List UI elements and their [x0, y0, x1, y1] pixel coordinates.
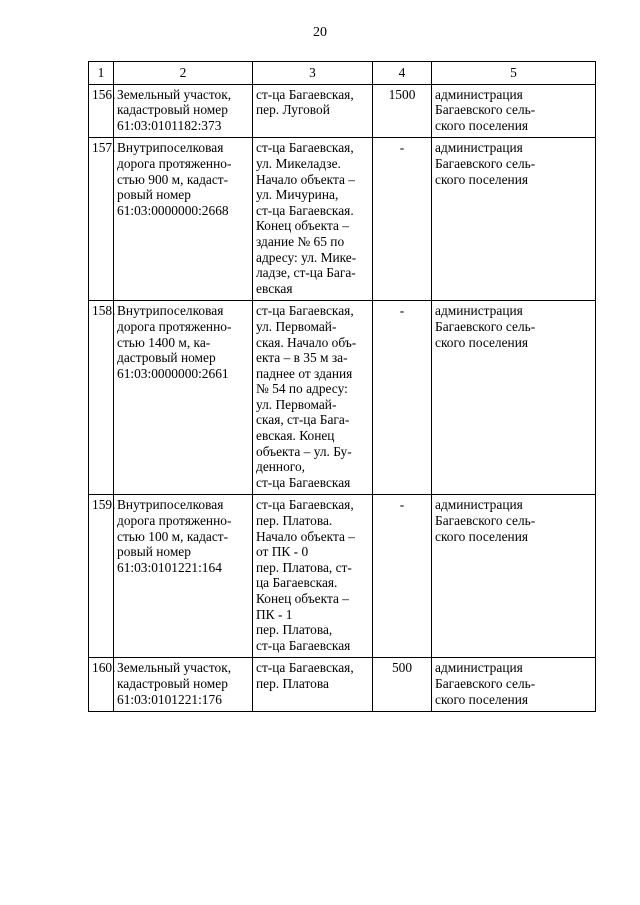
- object-owner-cell-line: ского поселения: [435, 528, 529, 544]
- object-name-cell-line: дастровый номер: [117, 350, 216, 366]
- object-name-cell-line: Внутрипоселковая: [117, 303, 224, 319]
- object-address-cell-line: ст-ца Багаевская,: [256, 86, 354, 102]
- object-address-cell-line: екта – в 35 м за-: [256, 350, 348, 366]
- object-address-cell-line: пер. Платова, ст-: [256, 559, 352, 575]
- object-address-cell-line: ул. Мичурина,: [256, 187, 339, 203]
- object-address-cell-line: ст-ца Багаевская,: [256, 497, 354, 513]
- object-owner-cell: [432, 495, 596, 658]
- object-address-cell-line: ст-ца Багаевская: [256, 474, 351, 490]
- object-name-cell: [114, 301, 253, 495]
- object-address-cell-line: пер. Платова.: [256, 513, 333, 529]
- object-address-cell-line: паднее от здания: [256, 365, 353, 381]
- object-address-cell-line: пер. Луговой: [256, 102, 330, 118]
- object-address-cell: [253, 495, 373, 658]
- object-owner-cell-line: ского поселения: [435, 171, 529, 187]
- object-address-cell-line: Начало объекта –: [256, 171, 355, 187]
- object-name-cell-line: ровый номер: [117, 187, 191, 203]
- table-header-row: [89, 62, 596, 85]
- object-address-cell-line: Конец объекта –: [256, 218, 349, 234]
- header-col-4: 4: [373, 62, 432, 85]
- object-address-cell-line: пер. Платова,: [256, 622, 333, 638]
- object-name-cell-line: стью 100 м, кадаст-: [117, 528, 229, 544]
- object-address-cell: [253, 138, 373, 301]
- object-address-cell: [253, 658, 373, 712]
- object-owner-cell-line: ского поселения: [435, 334, 529, 350]
- object-name-cell: [114, 138, 253, 301]
- object-owner-cell-line: администрация: [435, 140, 523, 156]
- object-name-cell-line: стью 900 м, кадаст-: [117, 171, 229, 187]
- object-name-cell-line: стью 1400 м, ка-: [117, 334, 211, 350]
- table-row: [89, 84, 596, 138]
- object-owner-cell-line: Багаевского сель-: [435, 675, 536, 691]
- object-owner-cell-line: Багаевского сель-: [435, 318, 536, 334]
- object-area-cell: 500: [373, 658, 432, 712]
- row-number: 159.: [89, 495, 114, 658]
- object-owner-cell: [432, 658, 596, 712]
- object-address-cell-line: ская, ст-ца Бага-: [256, 412, 350, 428]
- object-address-cell-line: ская. Начало объ-: [256, 334, 357, 350]
- object-address-cell-line: ст-ца Багаевская: [256, 637, 351, 653]
- object-address-cell-line: ст-ца Багаевская,: [256, 660, 354, 676]
- object-name-cell-line: Земельный участок,: [117, 86, 232, 102]
- object-address-cell-line: Начало объекта –: [256, 528, 355, 544]
- object-address-cell-line: ул. Микеладзе.: [256, 155, 341, 171]
- object-address-cell-line: ст-ца Багаевская.: [256, 202, 354, 218]
- row-number: 156.: [89, 84, 114, 138]
- header-col-1: 1: [89, 62, 114, 85]
- object-name-cell-line: 61:03:0000000:2661: [117, 365, 229, 381]
- object-owner-cell-line: ского поселения: [435, 691, 529, 707]
- object-name-cell-line: 61:03:0000000:2668: [117, 202, 229, 218]
- object-name-cell: [114, 84, 253, 138]
- object-owner-cell-line: администрация: [435, 86, 523, 102]
- object-owner-cell-line: администрация: [435, 660, 523, 676]
- header-col-2: 2: [114, 62, 253, 85]
- object-area-cell: -: [373, 301, 432, 495]
- object-address-cell-line: ст-ца Багаевская,: [256, 303, 354, 319]
- object-name-cell-line: кадастровый номер: [117, 675, 228, 691]
- object-name-cell-line: Внутрипоселковая: [117, 140, 224, 156]
- object-address-cell-line: от ПК - 0: [256, 544, 309, 560]
- object-owner-cell-line: администрация: [435, 303, 523, 319]
- object-address-cell-line: ца Багаевская.: [256, 575, 338, 591]
- table-row: [89, 138, 596, 301]
- header-col-3: 3: [253, 62, 373, 85]
- page-number: 20: [313, 25, 327, 40]
- table-row: [89, 658, 596, 712]
- object-owner-cell-line: Багаевского сель-: [435, 102, 536, 118]
- object-owner-cell-line: Багаевского сель-: [435, 513, 536, 529]
- object-address-cell-line: денного,: [256, 459, 305, 475]
- object-area-cell: -: [373, 495, 432, 658]
- object-address-cell-line: евская: [256, 280, 293, 296]
- header-col-5: 5: [432, 62, 596, 85]
- object-name-cell-line: дорога протяженно-: [117, 513, 232, 529]
- row-number: 160.: [89, 658, 114, 712]
- object-name-cell-line: ровый номер: [117, 544, 191, 560]
- row-number: 158.: [89, 301, 114, 495]
- row-number: 157.: [89, 138, 114, 301]
- object-owner-cell-line: администрация: [435, 497, 523, 513]
- property-registry-table: [88, 61, 596, 712]
- object-name-cell-line: 61:03:0101221:164: [117, 559, 222, 575]
- object-owner-cell: [432, 301, 596, 495]
- object-name-cell-line: Земельный участок,: [117, 660, 232, 676]
- object-address-cell-line: ул. Первомай-: [256, 396, 337, 412]
- object-owner-cell: [432, 138, 596, 301]
- object-address-cell-line: ул. Первомай-: [256, 318, 337, 334]
- object-name-cell-line: 61:03:0101221:176: [117, 691, 222, 707]
- object-address-cell-line: евская. Конец: [256, 428, 335, 444]
- object-name-cell-line: Внутрипоселковая: [117, 497, 224, 513]
- object-address-cell-line: адресу: ул. Мике-: [256, 249, 357, 265]
- object-name-cell-line: дорога протяженно-: [117, 318, 232, 334]
- object-address-cell-line: ст-ца Багаевская,: [256, 140, 354, 156]
- object-name-cell: [114, 495, 253, 658]
- object-address-cell: [253, 301, 373, 495]
- object-area-cell: 1500: [373, 84, 432, 138]
- object-address-cell-line: пер. Платова: [256, 675, 329, 691]
- object-area-cell: -: [373, 138, 432, 301]
- object-address-cell-line: объекта – ул. Бу-: [256, 443, 352, 459]
- object-name-cell-line: дорога протяженно-: [117, 155, 232, 171]
- object-name-cell-line: кадастровый номер: [117, 102, 228, 118]
- object-name-cell-line: 61:03:0101182:373: [117, 117, 222, 133]
- object-address-cell-line: ПК - 1: [256, 606, 293, 622]
- object-name-cell: [114, 658, 253, 712]
- table-row: [89, 301, 596, 495]
- object-owner-cell-line: ского поселения: [435, 117, 529, 133]
- object-owner-cell-line: Багаевского сель-: [435, 155, 536, 171]
- object-address-cell: [253, 84, 373, 138]
- table-row: [89, 495, 596, 658]
- object-address-cell-line: Конец объекта –: [256, 591, 349, 606]
- object-owner-cell: [432, 84, 596, 138]
- table-body: [89, 84, 596, 712]
- object-address-cell-line: ладзе, ст-ца Бага-: [256, 265, 356, 281]
- object-address-cell-line: № 54 по адресу:: [256, 381, 348, 397]
- object-address-cell-line: здание № 65 по: [256, 233, 345, 249]
